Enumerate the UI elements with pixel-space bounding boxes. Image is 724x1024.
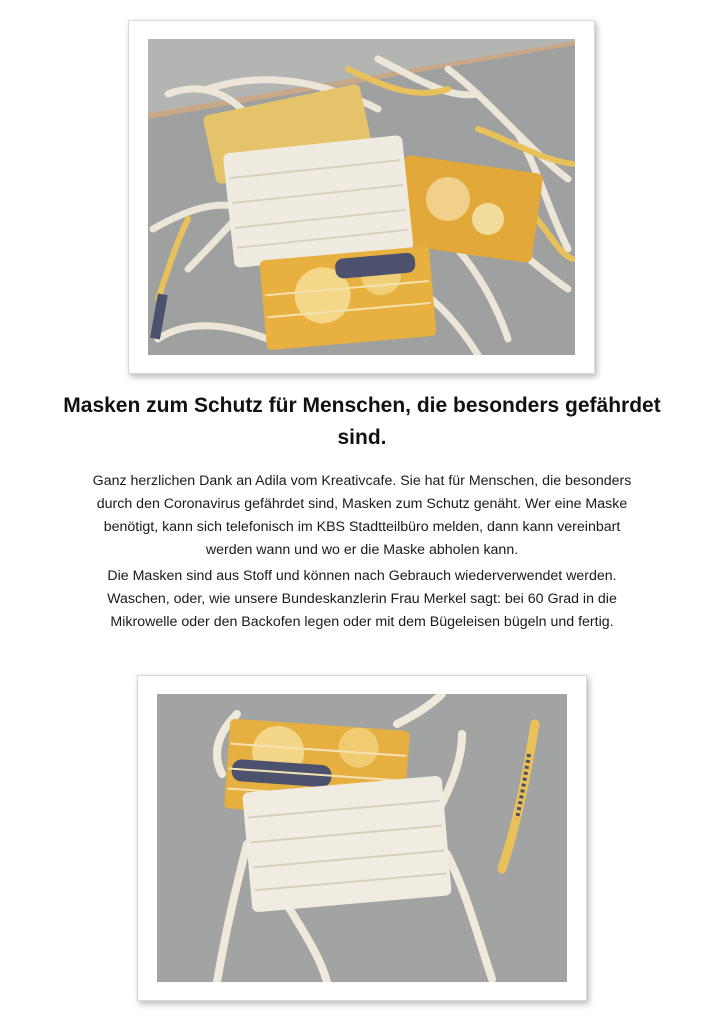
mask-pile-image bbox=[148, 39, 575, 355]
paragraph-thanks: Ganz herzlichen Dank an Adila vom Kreativcafe. Sie hat für Menschen, die besonders durch den Coronavirus gefährdet sind, Masken zum Schutz genäht. Wer eine Maske benötigt, kann sich telefonisch im KBS Stadtteilbüro melden, dann kann vereinbart werden wann und wo er die Maske abholen kann. bbox=[92, 473, 632, 558]
photo-two-masks bbox=[137, 675, 587, 1001]
photo-mask-pile bbox=[128, 20, 595, 374]
headline: Masken zum Schutz für Menschen, die besonders gefährdet sind. bbox=[63, 394, 661, 449]
paragraph-care-instructions: Die Masken sind aus Stoff und können nach Gebrauch wiederverwendet werden. Waschen, oder, wie unsere Bundeskanzlerin Frau Merkel sagt: bei 60 Grad in die Mikrowelle oder den Backofen legen oder mit dem Bügeleisen bügeln und fertig. bbox=[107, 568, 617, 630]
two-masks-image bbox=[157, 694, 567, 982]
